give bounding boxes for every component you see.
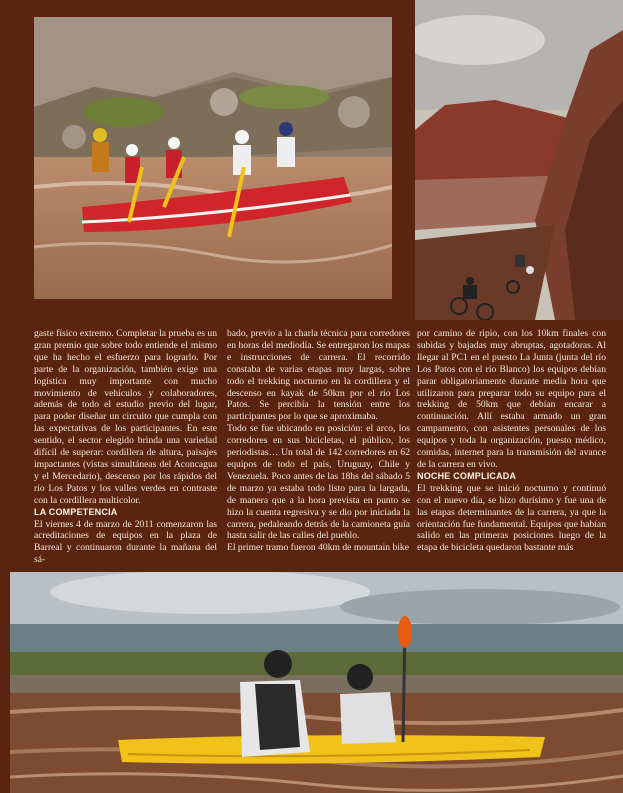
cycling-illustration (415, 0, 623, 320)
cycling-photo (415, 0, 623, 320)
article-column-1 (34, 328, 217, 566)
column-1-paragraph-1: gaste físico extremo. Completar la prueba es un gran premio que sobre todo entiende el mismo que ha hecho el esfuerzo para lograrlo. Por parte de la organización, también exige una logística muy importante con mucho movimiento de vehículos y colaboradores, además de todo el estudio previo del lugar, para poder diseñar un circuito que cumpla con las expectativas de los participantes. En este sentido, el sector elegido brinda una variedad difícil de superar: cordillera de altura, paisajes impactantes (vistas simultáneas del Aconcagua y el Mercedario), descenso por los rápidos del río Los Patos y los valles verdes en contraste con la cordillera multicolor. (34, 328, 217, 506)
section-heading-noche: NOCHE COMPLICADA (417, 470, 517, 481)
column-2-paragraph-3: El primer tramo fueron 40km de mountain bike (227, 542, 409, 554)
kayak-illustration (10, 572, 623, 793)
column-1-paragraph-2: El viernes 4 de marzo de 2011 comenzaron las acreditaciones de equipos en la plaza de Barreal y continuaron durante la mañana del sá- (34, 518, 217, 566)
column-3-paragraph-1: por camino de ripio, con los 10km finales con subidas y bajadas muy abruptas, agotadoras. Al llegar al PC1 en el puesto La Junta (junta del río Los Patos con el río Blanco) los equipos debían parar obligatoriamente durante media hora que utilizaron para preparar todo su equipo para el trekking de 50km que debían encarar a continuación. Allí estaba armado un gran campamento, con asistentes personales de los equipos y toda la organización, puesto médico, comidas, internet para la transmisión del avance de la carrera en vivo. (417, 328, 606, 470)
column-3-paragraph-2: El trekking que se inició nocturno y continuó con el nuevo día, se hizo durísimo y fue una de las etapas determinantes de la carrera, ya que la orientación fue fundamental. Equipos que habían salido en las primeras posiciones luego de la etapa de bicicleta quedaron bastante más (417, 482, 606, 554)
column-2-paragraph-2: Todo se fue ubicando en posición: el arco, los corredores en sus bicicletas, el público, los periodistas… Un total de 142 corredores en 62 equipos de todo el país, Uruguay, Chile y Venezuela. Poco antes de las 18hs del sábado 5 de marzo ya estaba todo listo para la largada, de manera que a la hora prevista en punto se hizo la cuenta regresiva y se dio por iniciada la carrera, pedaleando detrás de la camioneta guía hasta salir de las calles del pueblo. (227, 423, 410, 542)
kayak-photo (10, 572, 623, 793)
article-column-3 (417, 328, 606, 554)
rafting-photo (34, 17, 392, 299)
rafting-illustration (34, 17, 392, 299)
article-column-2 (227, 328, 410, 554)
column-2-paragraph-1: bado, previo a la charla técnica para corredores en horas del mediodía. Se entregaron los mapas e instrucciones de carrera. El recorrido constaba de varias etapas muy largas, sobre todo el trekking nocturno en la cordillera y el descenso en kayak de 50km por el río Los Patos. Se percibía la tensión entre los participantes por lo que se aproximaba. (227, 328, 410, 423)
section-heading-competencia: LA COMPETENCIA (34, 506, 118, 517)
